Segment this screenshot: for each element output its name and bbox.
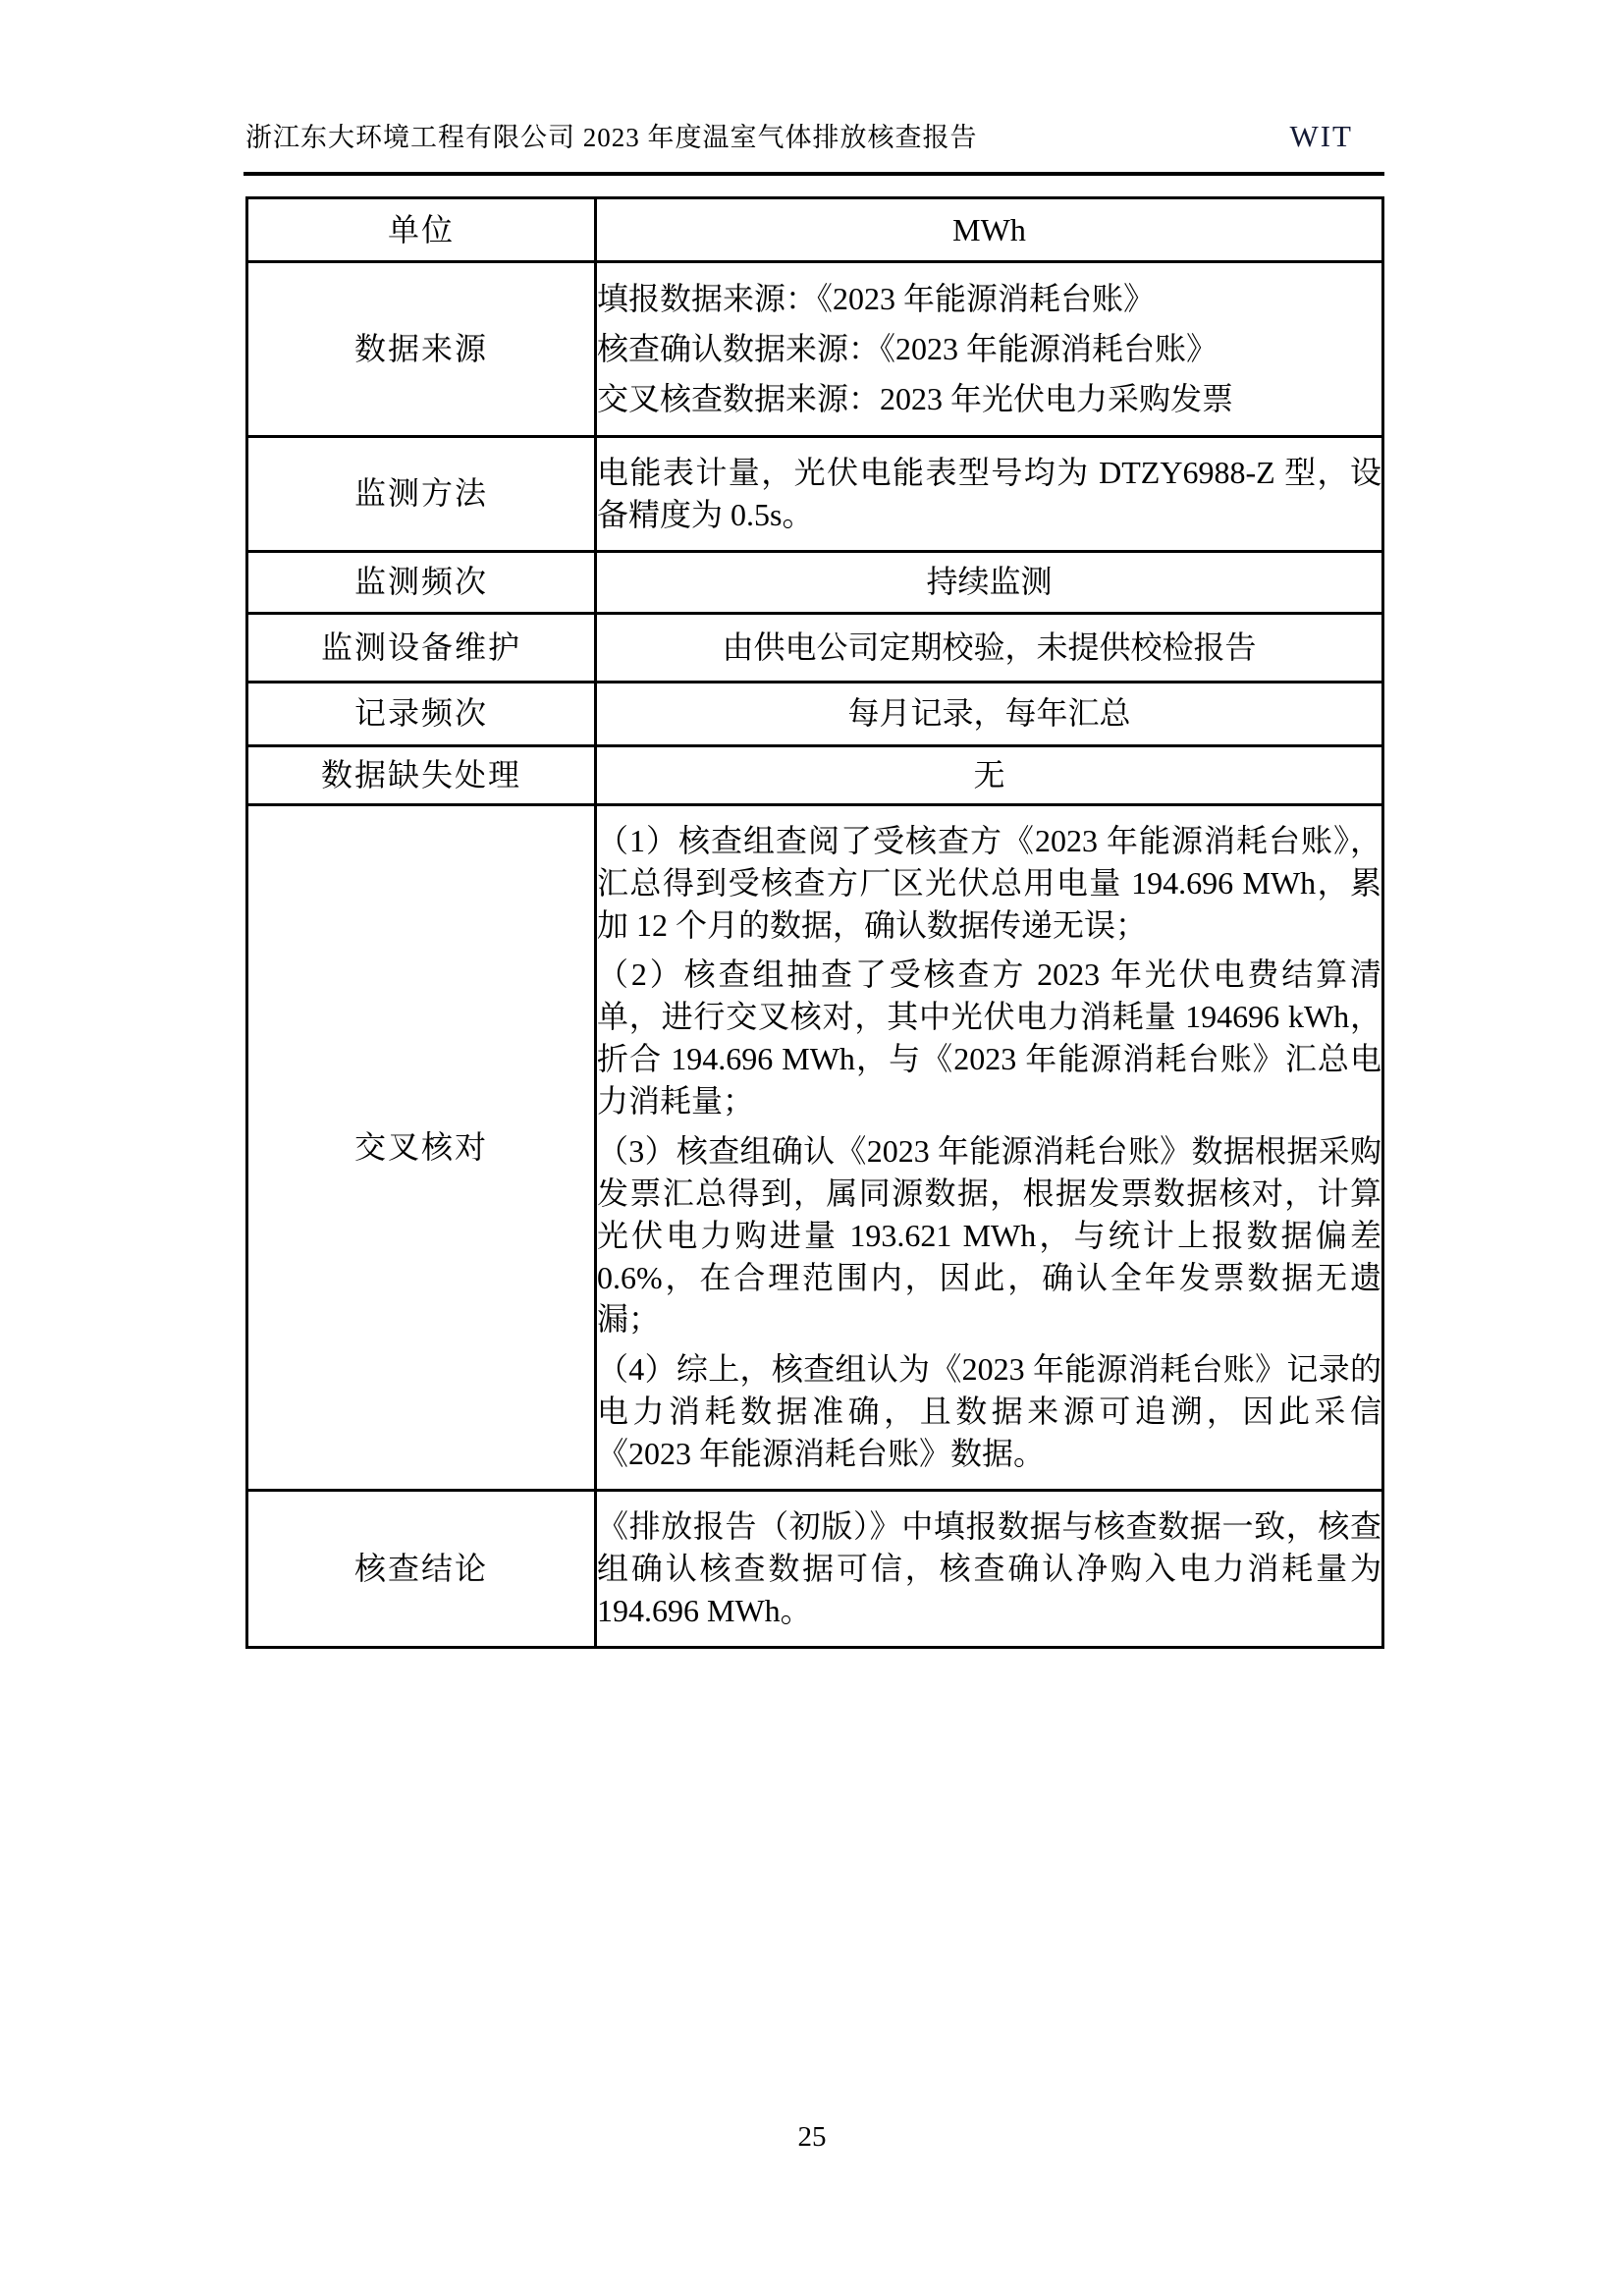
table-row-record-frequency — [247, 682, 1383, 745]
running-header — [245, 116, 1384, 154]
verification-table — [245, 196, 1384, 1649]
row-value-cross-check — [596, 804, 1383, 1490]
table-row-monitoring-frequency — [247, 551, 1383, 613]
row-label-verification-conclusion: 核查结论 — [247, 1490, 596, 1647]
row-label-equipment-maintenance: 监测设备维护 — [247, 613, 596, 682]
table-row-verification-conclusion — [247, 1490, 1383, 1647]
wit-logo: WIT — [1289, 119, 1353, 153]
row-value-equipment-maintenance: 由供电公司定期校验，未提供校检报告 — [596, 613, 1383, 682]
row-value-verification-conclusion — [596, 1490, 1383, 1647]
paragraph: 电能表计量，光伏电能表型号均为 DTZY6988-Z 型，设备精度为 0.5s。 — [597, 455, 1381, 532]
row-label-monitoring-frequency: 监测频次 — [247, 551, 596, 613]
paragraph: （3）核查组确认《2023 年能源消耗台账》数据根据采购发票汇总得到，属同源数据，根据发票数据核对，计算光伏电力购进量 193.621 MWh，与统计上报数据偏差 0.6%，在合理范围内，因此，确认全年发票数据无遗漏； — [597, 1132, 1381, 1338]
table-row-missing-data-handling — [247, 745, 1383, 804]
table-row-equipment-maintenance — [247, 613, 1383, 682]
paragraph: 填报数据来源：《2023 年能源消耗台账》 — [597, 281, 1156, 317]
table-row-cross-check — [247, 804, 1383, 1490]
paragraph: （2）核查组抽查了受核查方 2023 年光伏电费结算清单，进行交叉核对，其中光伏电力消耗量 194696 kWh，折合 194.696 MWh，与《2023 年能源消耗台账》汇总电力消耗量； — [597, 957, 1381, 1119]
row-label-data-source: 数据来源 — [247, 262, 596, 437]
paragraph: 《排放报告（初版）》中填报数据与核查数据一致，核查组确认核查数据可信，核查确认净购入电力消耗量为 194.696 MWh。 — [597, 1507, 1381, 1628]
paragraph: （1）核查组查阅了受核查方《2023 年能源消耗台账》，汇总得到受核查方厂区光伏总用电量 194.696 MWh，累加 12 个月的数据，确认数据传递无误； — [597, 822, 1381, 943]
header-divider — [244, 172, 1384, 176]
paragraph: 核查确认数据来源：《2023 年能源消耗台账》 — [597, 331, 1218, 367]
row-value-missing-data-handling: 无 — [596, 745, 1383, 804]
page-footer — [0, 2121, 1624, 2154]
row-label-monitoring-method: 监测方法 — [247, 437, 596, 552]
table-row-data-source — [247, 262, 1383, 437]
row-label-missing-data-handling: 数据缺失处理 — [247, 745, 596, 804]
row-label-cross-check: 交叉核对 — [247, 804, 596, 1490]
row-value-monitoring-method — [596, 437, 1383, 552]
table-row-monitoring-method — [247, 437, 1383, 552]
row-label-record-frequency: 记录频次 — [247, 682, 596, 745]
table-row-unit — [247, 198, 1383, 262]
row-value-unit: MWh — [596, 198, 1383, 262]
paragraph: 交叉核查数据来源：2023 年光伏电力采购发票 — [597, 380, 1234, 416]
paragraph: （4）综上，核查组认为《2023 年能源消耗台账》记录的电力消耗数据准确，且数据来源可追溯，因此采信《2023 年能源消耗台账》数据。 — [597, 1351, 1381, 1471]
row-value-data-source — [596, 262, 1383, 437]
document-title: 浙江东大环境工程有限公司 2023 年度温室气体排放核查报告 — [245, 123, 978, 152]
row-label-unit: 单位 — [247, 198, 596, 262]
page-number: 25 — [797, 2121, 827, 2153]
row-value-monitoring-frequency: 持续监测 — [596, 551, 1383, 613]
row-value-record-frequency: 每月记录，每年汇总 — [596, 682, 1383, 745]
